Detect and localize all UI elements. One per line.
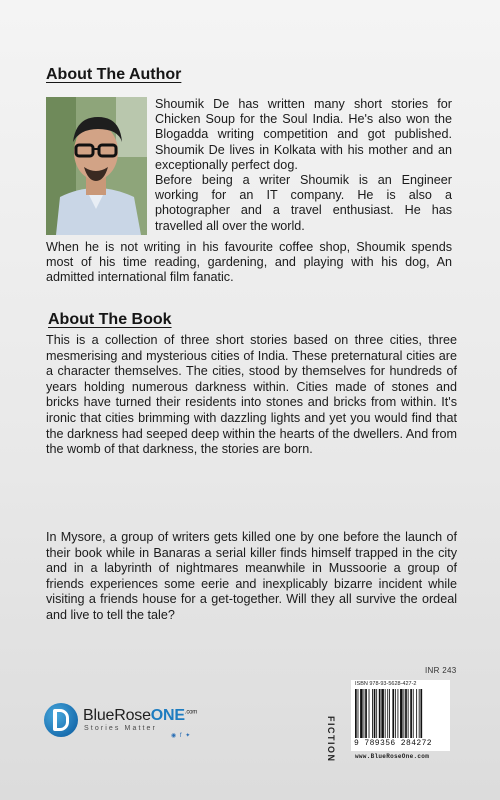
isbn-label: ISBN 978-93-5628-427-2 xyxy=(355,681,417,687)
barcode-bar xyxy=(408,689,409,738)
about-book-heading: About The Book xyxy=(48,311,172,328)
barcode-bar xyxy=(374,689,376,738)
barcode-bar xyxy=(385,689,386,738)
barcode-bar xyxy=(358,689,359,738)
author-bio-paragraph-3: When he is not writing in his favourite coffee shop, Shoumik spends most of his time reading, gardening, and playing with his dog, An admitted international film fanatic. xyxy=(46,240,452,285)
barcode-bar xyxy=(392,689,394,738)
barcode-bar xyxy=(389,689,390,738)
barcode-bar xyxy=(395,689,396,738)
publisher-name-suffix: .com xyxy=(184,709,198,716)
author-bio-block xyxy=(155,97,452,234)
barcode-bar xyxy=(369,689,370,738)
barcode-bar xyxy=(405,689,407,738)
publisher-website: www.BlueRoseOne.com xyxy=(355,753,430,760)
barcode-bar xyxy=(379,689,381,738)
barcode-bar xyxy=(387,689,388,738)
barcode-bar xyxy=(410,689,412,738)
barcode-bar xyxy=(372,689,373,738)
barcode-image xyxy=(355,689,446,738)
barcode-bar xyxy=(376,689,377,738)
barcode-panel xyxy=(351,680,450,751)
barcode-bar xyxy=(398,689,399,738)
genre-label: FICTION xyxy=(326,716,336,763)
barcode-bar xyxy=(364,689,365,738)
author-photo xyxy=(46,97,147,235)
barcode-bar xyxy=(413,689,414,738)
book-description-paragraph-1: This is a collection of three short stories based on three cities, three mesmerising and mysterious cities of India. These preternatural cities are a character themselves. The cities, stood by themselves for hundreds of years holding numerous darkness within. Cities made of stones and bricks have turned their residents into stones and bricks from within. It's ironic that cities brimming with dazzling lights and yet you would find that the darkness had seeped deep within the hearts of the dwellers. And from the womb of that darkness, the stories are born. xyxy=(46,333,457,457)
about-author-heading: About The Author xyxy=(46,66,182,83)
barcode-bar xyxy=(365,689,367,738)
barcode-bar xyxy=(355,689,357,738)
publisher-name-main: BlueRose xyxy=(83,707,151,724)
barcode-bar xyxy=(360,689,363,738)
publisher-logo-mark-icon xyxy=(44,703,78,737)
author-portrait-image xyxy=(46,97,147,235)
author-bio-paragraph-2: Before being a writer Shoumik is an Engineer working for an IT company. He is also a photographer and a travel enthusiast. He has travelled all over the world. xyxy=(155,173,452,233)
book-description-paragraph-2: In Mysore, a group of writers gets killed one by one before the launch of their book while in Banaras a serial killer finds himself trapped in the city and in a labyrinth of nightmares meanwhile in Mussoorie a group of friends experiences some eerie and inexplicably bizarre incident while visiting a friends house for a get-together. Will they all survive the ordeal and live to tell the tale? xyxy=(46,530,457,622)
publisher-name-accent: ONE xyxy=(150,707,185,724)
barcode-bar xyxy=(381,689,384,738)
author-bio-paragraph-1: Shoumik De has written many short stories for Chicken Soup for the Soul India. He's also won the Blogadda writing competition and got published. Shoumik De lives in Kolkata with his mother and an exceptionally perfect dog. xyxy=(155,97,452,172)
isbn-digits: 9 789356 284272 xyxy=(354,739,433,748)
barcode-bar xyxy=(403,689,404,738)
social-media-icons: ◉ f ✦ xyxy=(171,733,192,739)
barcode-bar xyxy=(419,689,420,738)
barcode-bar xyxy=(420,689,422,738)
barcode-bar xyxy=(416,689,417,738)
publisher-logo xyxy=(44,701,204,743)
price-label: INR 243 xyxy=(425,666,457,675)
publisher-name xyxy=(83,707,197,725)
publisher-tagline: Stories Matter xyxy=(84,725,157,732)
barcode-bar xyxy=(400,689,403,738)
